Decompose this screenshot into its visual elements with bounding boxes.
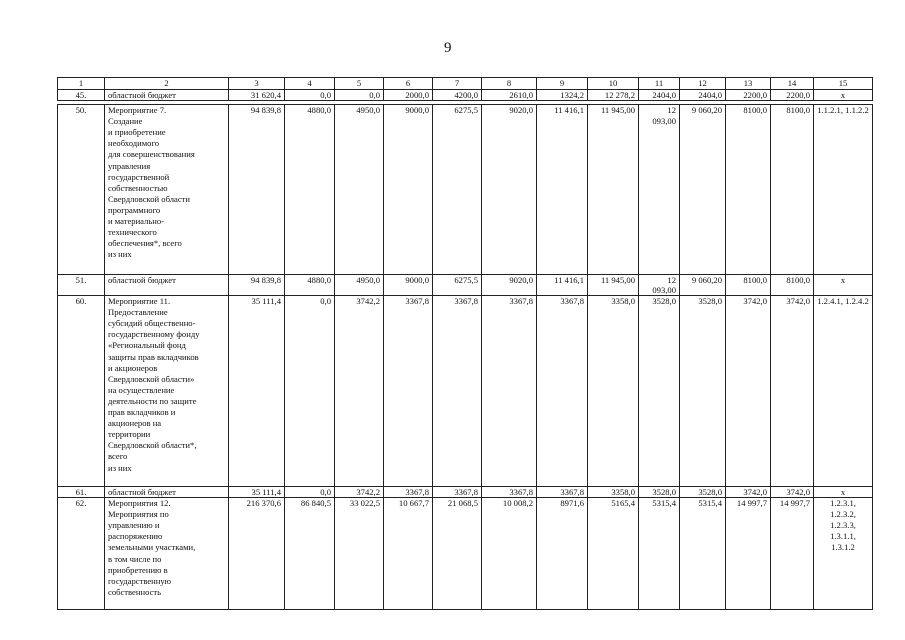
target-code: 1.2.4.1, 1.2.4.2 (814, 296, 873, 487)
value-cell: 216 370,6 (229, 498, 285, 610)
target-code: 1.2.3.1, 1.2.3.2, 1.2.3.3, 1.3.1.1, 1.3.1.2 (814, 498, 873, 610)
value-cell: 12 278,2 (588, 90, 639, 101)
target-code: х (814, 487, 873, 498)
value-cell: 14 997,7 (771, 498, 814, 610)
row-number: 61. (58, 487, 105, 498)
target-code: х (814, 275, 873, 296)
row-number: 45. (58, 90, 105, 101)
value-cell: 3367,8 (537, 296, 588, 487)
row-name: областной бюджет (105, 487, 229, 498)
value-cell: 9000,0 (384, 275, 433, 296)
target-code: 1.1.2.1, 1.1.2.2 (814, 105, 873, 275)
value-cell: 8100,0 (726, 105, 771, 275)
page-number: 9 (444, 40, 452, 56)
row-number: 50. (58, 105, 105, 275)
column-number-10: 10 (588, 78, 639, 90)
value-cell: 3367,8 (384, 296, 433, 487)
value-cell: 3528,0 (639, 487, 680, 498)
value-cell: 6275,5 (433, 105, 482, 275)
value-cell: 9 060,20 (680, 105, 726, 275)
value-cell: 0,0 (285, 90, 335, 101)
column-number-12: 12 (680, 78, 726, 90)
row-name: областной бюджет (105, 275, 229, 296)
table-row (58, 275, 873, 296)
value-cell: 3367,8 (537, 487, 588, 498)
value-cell: 9 060,20 (680, 275, 726, 296)
value-cell: 14 997,7 (726, 498, 771, 610)
value-cell: 21 068,5 (433, 498, 482, 610)
column-number-3: 3 (229, 78, 285, 90)
value-cell: 2200,0 (771, 90, 814, 101)
value-cell: 8100,0 (726, 275, 771, 296)
value-cell: 8100,0 (771, 275, 814, 296)
value-cell: 3358,0 (588, 296, 639, 487)
value-cell: 8971,6 (537, 498, 588, 610)
value-cell: 3742,2 (335, 296, 384, 487)
value-cell: 5165,4 (588, 498, 639, 610)
value-cell: 2404,0 (639, 90, 680, 101)
table-row (58, 487, 873, 498)
header-row (58, 78, 873, 90)
budget-table (57, 77, 873, 610)
row-name: Мероприятие 7. Создание и приобретение необходимого для совершенствования управления государственной собственностью Свердловской области программного и материально- технического обеспечения*, всего из них (105, 105, 229, 275)
value-cell: 9000,0 (384, 105, 433, 275)
value-cell: 5315,4 (639, 498, 680, 610)
value-cell: 2000,0 (384, 90, 433, 101)
value-cell: 31 620,4 (229, 90, 285, 101)
value-cell: 4950,0 (335, 275, 384, 296)
column-number-9: 9 (537, 78, 588, 90)
value-cell: 4880,0 (285, 105, 335, 275)
value-cell: 3742,0 (771, 487, 814, 498)
value-cell: 0,0 (285, 487, 335, 498)
value-cell: 3367,8 (433, 487, 482, 498)
value-cell: 3528,0 (680, 296, 726, 487)
row-name: областной бюджет (105, 90, 229, 101)
row-number: 62. (58, 498, 105, 610)
value-cell: 5315,4 (680, 498, 726, 610)
value-cell: 6275,5 (433, 275, 482, 296)
value-cell: 3367,8 (482, 487, 537, 498)
value-cell: 33 022,5 (335, 498, 384, 610)
value-cell: 3742,0 (771, 296, 814, 487)
value-cell: 10 008,2 (482, 498, 537, 610)
value-cell: 4950,0 (335, 105, 384, 275)
value-cell: 9020,0 (482, 275, 537, 296)
table-row (58, 105, 873, 275)
value-cell: 94 839,8 (229, 105, 285, 275)
row-number: 60. (58, 296, 105, 487)
column-number-4: 4 (285, 78, 335, 90)
column-number-1: 1 (58, 78, 105, 90)
column-number-15: 15 (814, 78, 873, 90)
column-number-11: 11 (639, 78, 680, 90)
value-cell: 10 667,7 (384, 498, 433, 610)
value-cell: 0,0 (285, 296, 335, 487)
value-cell: 2610,0 (482, 90, 537, 101)
column-number-2: 2 (105, 78, 229, 90)
table-row (58, 90, 873, 101)
row-name: Мероприятия 12. Мероприятия по управлению и распоряжению земельными участками, в том числе по приобретению в государственную собственность (105, 498, 229, 610)
value-cell: 3742,0 (726, 487, 771, 498)
value-cell: 4200,0 (433, 90, 482, 101)
value-cell: 86 840,5 (285, 498, 335, 610)
value-cell: 2200,0 (726, 90, 771, 101)
value-cell: 4880,0 (285, 275, 335, 296)
column-number-7: 7 (433, 78, 482, 90)
value-cell: 1324,2 (537, 90, 588, 101)
value-cell: 8100,0 (771, 105, 814, 275)
value-cell: 11 945,00 (588, 105, 639, 275)
table-row (58, 498, 873, 610)
column-number-5: 5 (335, 78, 384, 90)
column-number-8: 8 (482, 78, 537, 90)
value-cell: 9020,0 (482, 105, 537, 275)
row-number: 51. (58, 275, 105, 296)
value-cell: 3367,8 (482, 296, 537, 487)
target-code: х (814, 90, 873, 101)
value-cell: 11 945,00 (588, 275, 639, 296)
value-cell: 11 416,1 (537, 275, 588, 296)
value-cell: 12 093,00 (639, 105, 680, 275)
value-cell: 3367,8 (433, 296, 482, 487)
value-cell: 35 111,4 (229, 487, 285, 498)
value-cell: 12 093,00 (639, 275, 680, 296)
value-cell: 3367,8 (384, 487, 433, 498)
column-number-14: 14 (771, 78, 814, 90)
value-cell: 94 839,8 (229, 275, 285, 296)
value-cell: 3742,0 (726, 296, 771, 487)
value-cell: 3528,0 (639, 296, 680, 487)
column-number-13: 13 (726, 78, 771, 90)
value-cell: 2404,0 (680, 90, 726, 101)
table-row (58, 296, 873, 487)
column-number-6: 6 (384, 78, 433, 90)
value-cell: 35 111,4 (229, 296, 285, 487)
value-cell: 11 416,1 (537, 105, 588, 275)
value-cell: 0,0 (335, 90, 384, 101)
value-cell: 3742,2 (335, 487, 384, 498)
value-cell: 3358,0 (588, 487, 639, 498)
value-cell: 3528,0 (680, 487, 726, 498)
row-name: Мероприятие 11. Предоставление субсидий общественно- государственному фонду «Региональный фонд защиты прав вкладчиков и акционеров Свердловской области» на осуществление деятельности по защите прав вкладчиков и акционеров на территории Свердловской области*, всего из них (105, 296, 229, 487)
